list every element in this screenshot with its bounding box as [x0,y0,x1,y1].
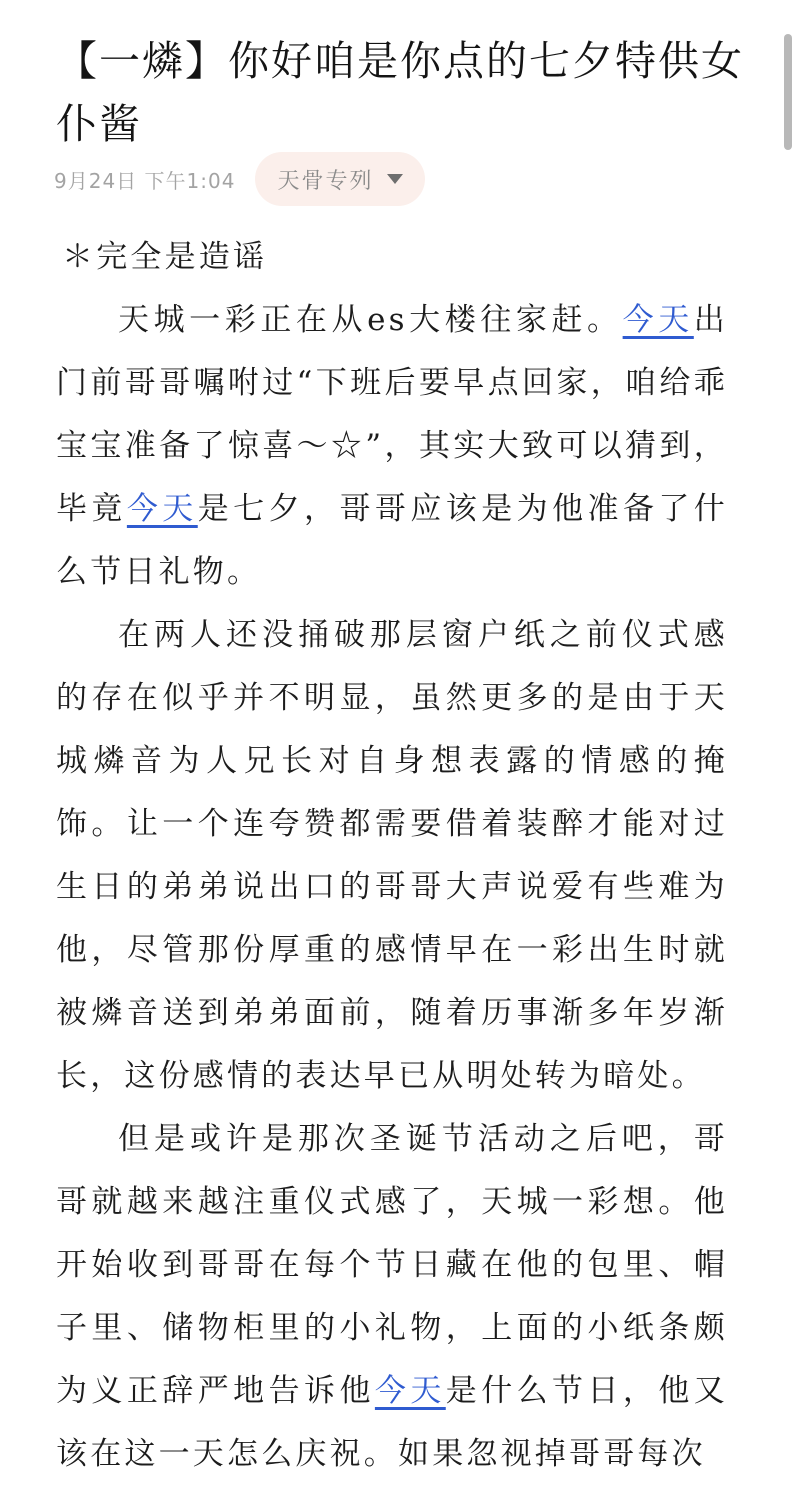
body-paragraph [56,604,728,1108]
paragraph-text: 是七夕，哥哥应该是为他准备了什么节日礼物。 [56,491,729,590]
post-date: 9月24日 下午1:04 [54,168,236,193]
paragraph-text: 是什么节日，他又该在这一天怎么庆祝。如果忽视掉哥哥每次 [56,1373,728,1472]
article-paragraphs [56,289,728,1486]
article-title: 【一燐】你好咱是你点的七夕特供女仆酱 [56,37,744,148]
article-body [56,226,728,1486]
keyword-link[interactable]: 今天 [126,491,198,527]
scrollbar-thumb[interactable] [784,34,792,150]
caret-down-icon[interactable] [387,174,403,184]
article-meta [54,152,425,206]
paragraph-text: 出门前哥哥嘱咐过“下班后要早点回家，咱给乖宝宝准备了惊喜～☆”，其实大致可以猜到，毕竟 [56,302,728,527]
author-note: ＊完全是造谣 [62,239,268,275]
body-paragraph [56,289,728,604]
body-paragraph [56,1108,728,1486]
collection-tag-button[interactable] [255,152,425,206]
keyword-link[interactable]: 今天 [374,1373,446,1409]
collection-tag-label: 天骨专列 [277,168,374,194]
paragraph-text: 在两人还没捅破那层窗户纸之前仪式感的存在似乎并不明显，虽然更多的是由于天城燐音为人兄长对自身想表露的情感的掩饰。让一个连夸赞都需要借着装醉才能对过生日的弟弟说出口的哥哥大声说爱有些难为他，尽管那份厚重的感情早在一彩出生时就被燐音送到弟弟面前，随着历事渐多年岁渐长，这份感情的表达早已从明处转为暗处。 [56,617,728,1094]
paragraph-text: 天城一彩正在从es大楼往家赶。 [118,302,623,338]
paragraph-text: 但是或许是那次圣诞节活动之后吧，哥哥就越来越注重仪式感了，天城一彩想。他开始收到哥哥在每个节日藏在他的包里、帽子里、储物柜里的小礼物，上面的小纸条颇为义正辞严地告诉他 [56,1121,728,1409]
keyword-link[interactable]: 今天 [622,302,694,338]
